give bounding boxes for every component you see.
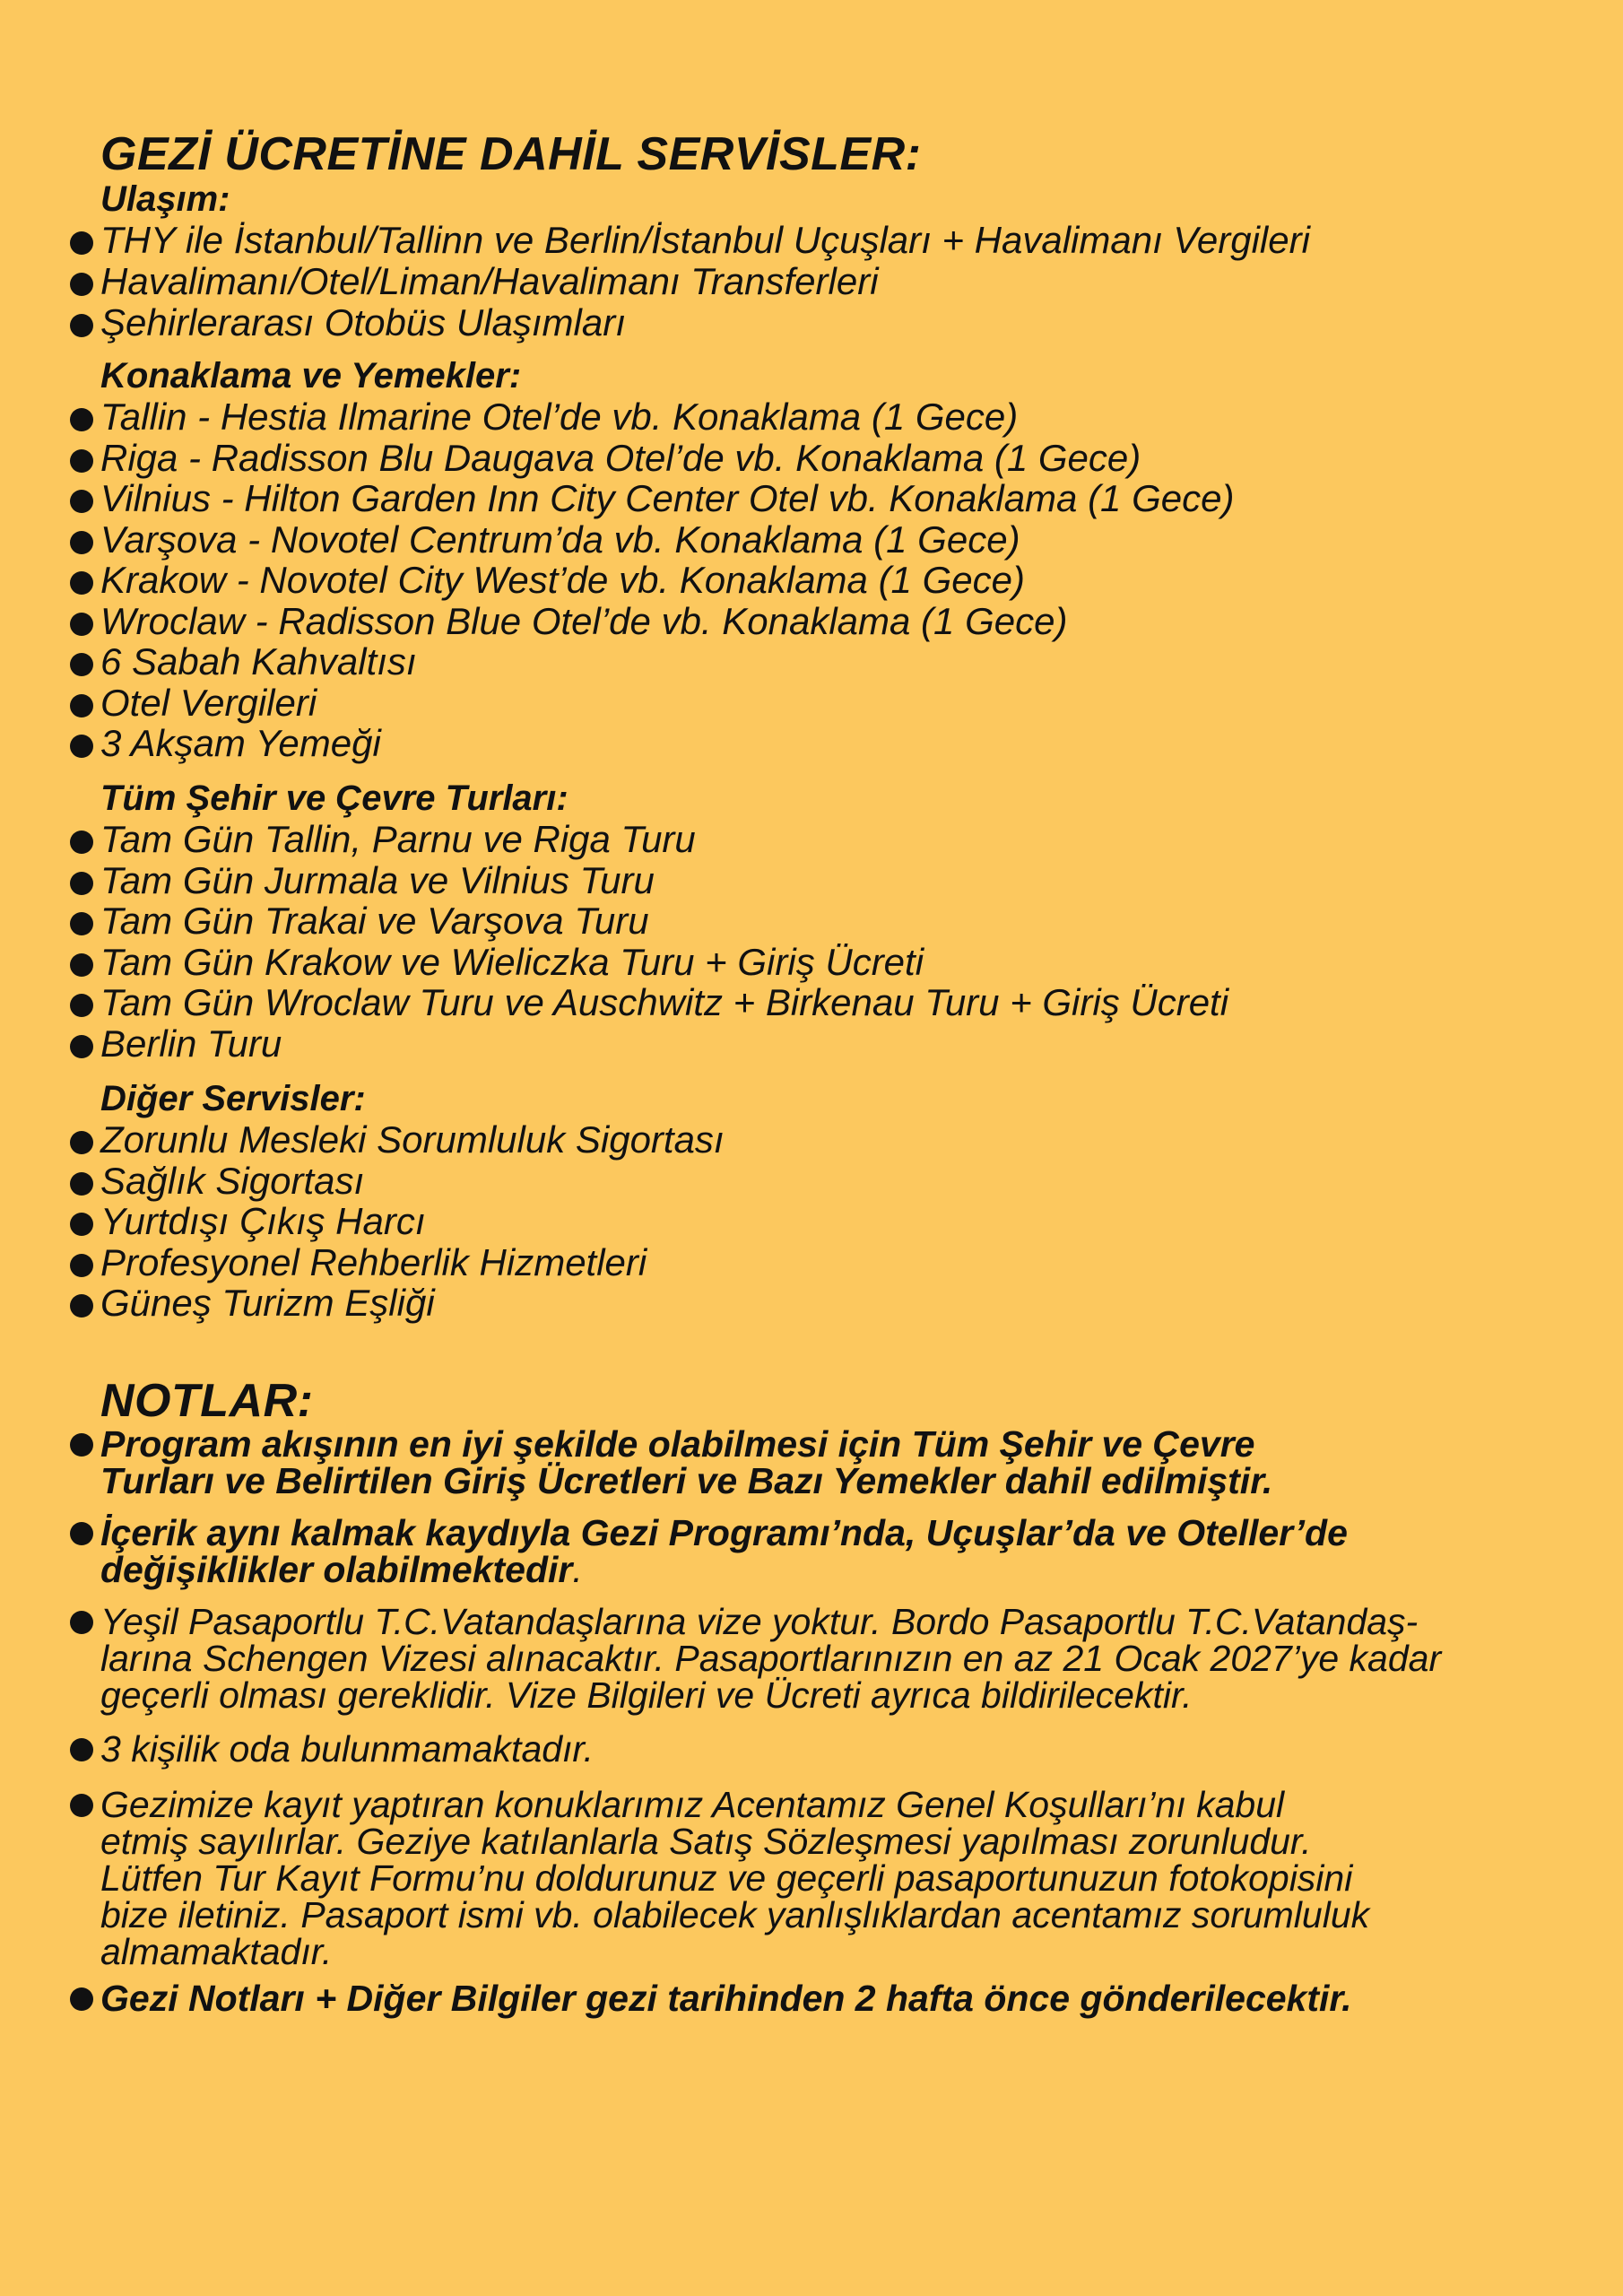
note-line: Lütfen Tur Kayıt Formu’nu doldurunuz ve geçerli pasaportunuzun fotokopisini [100, 1857, 1353, 1899]
other-service-item: Yurtdışı Çıkış Harcı [100, 1200, 426, 1242]
tour-item: Tam Gün Wroclaw Turu ve Auschwitz + Birkenau Turu + Giriş Ücreti [100, 981, 1229, 1023]
bullet-icon [70, 1794, 93, 1817]
bullet-icon [70, 1294, 93, 1318]
note-item [100, 1980, 1607, 2017]
bullet-icon [70, 490, 93, 513]
other-service-item: Sağlık Sigortası [100, 1160, 365, 1202]
other-service-item: Profesyonel Rehberlik Hizmetleri [100, 1241, 647, 1283]
tour-item: Berlin Turu [100, 1022, 282, 1065]
bullet-icon [70, 735, 93, 758]
note-line: İçerik aynı kalmak kaydıyla Gezi Programı’nda, Uçuşlar’da ve Oteller’de [100, 1512, 1348, 1553]
bullet-icon [70, 1738, 93, 1761]
bullet-icon [70, 449, 93, 473]
included-services-heading: GEZİ ÜCRETİNE DAHİL SERVİSLER: [100, 128, 922, 180]
note-line: 3 kişilik oda bulunmamaktadır. [100, 1728, 594, 1770]
accommodation-item: Wroclaw - Radisson Blue Otel’de vb. Konaklama (1 Gece) [100, 600, 1068, 642]
bullet-icon [70, 531, 93, 554]
bullet-icon [70, 872, 93, 895]
tour-item: Tam Gün Jurmala ve Vilnius Turu [100, 859, 655, 901]
note-line: Gezimize kayıt yaptıran konuklarımız Acentamız Genel Koşulları’nı kabul [100, 1784, 1285, 1825]
accommodation-item: Tallin - Hestia Ilmarine Otel’de vb. Konaklama (1 Gece) [100, 396, 1019, 438]
note-line-tail: . [572, 1549, 583, 1590]
bullet-icon [70, 408, 93, 431]
transport-item: Havalimanı/Otel/Liman/Havalimanı Transferleri [100, 260, 879, 302]
bullet-icon [70, 1131, 93, 1154]
note-item [100, 1512, 1607, 1590]
bullet-icon [70, 831, 93, 854]
note-line: Program akışının en iyi şekilde olabilmesi için Tüm Şehir ve Çevre [100, 1423, 1255, 1465]
accommodation-item: Varşova - Novotel Centrum’da vb. Konaklama (1 Gece) [100, 518, 1020, 561]
note-line: larına Schengen Vizesi alınacaktır. Pasaportlarınızın en az 21 Ocak 2027’ye kadar [100, 1638, 1442, 1679]
note-line-text: değişiklikler olabilmektedir [100, 1549, 573, 1590]
bullet-icon [70, 953, 93, 977]
accommodation-item: 6 Sabah Kahvaltısı [100, 640, 417, 683]
bullet-icon [70, 231, 93, 255]
accommodation-item: Vilnius - Hilton Garden Inn City Center Otel vb. Konaklama (1 Gece) [100, 477, 1235, 519]
note-line: etmiş sayılırlar. Geziye katılanlarla Satış Sözleşmesi yapılması zorunludur. [100, 1821, 1312, 1862]
bullet-icon [70, 653, 93, 676]
bullet-icon [70, 1987, 93, 2011]
note-line: Turları ve Belirtilen Giriş Ücretleri ve Bazı Yemekler dahil edilmiştir. [100, 1460, 1273, 1501]
transport-section-title: Ulaşım: [100, 179, 230, 219]
accommodation-section-title: Konaklama ve Yemekler: [100, 356, 522, 396]
bullet-icon [70, 694, 93, 718]
notes-heading: NOTLAR: [100, 1375, 314, 1427]
tours-section-title: Tüm Şehir ve Çevre Turları: [100, 778, 568, 818]
bullet-icon [70, 912, 93, 935]
other-service-item: Zorunlu Mesleki Sorumluluk Sigortası [100, 1118, 725, 1161]
note-line: geçerli olması gereklidir. Vize Bilgileri ve Ücreti ayrıca bildirilecektir. [100, 1674, 1193, 1716]
bullet-icon [70, 613, 93, 636]
tour-item: Tam Gün Tallin, Parnu ve Riga Turu [100, 818, 696, 860]
accommodation-item: Krakow - Novotel City West’de vb. Konaklama (1 Gece) [100, 559, 1025, 601]
accommodation-item: Otel Vergileri [100, 682, 317, 724]
accommodation-item: 3 Akşam Yemeği [100, 722, 381, 764]
note-line: bize iletiniz. Pasaport ismi vb. olabilecek yanlışlıklardan acentamız sorumluluk [100, 1894, 1370, 1935]
tour-item: Tam Gün Krakow ve Wieliczka Turu + Giriş Ücreti [100, 941, 924, 983]
tour-item: Tam Gün Trakai ve Varşova Turu [100, 900, 649, 942]
note-item [100, 1423, 1607, 1501]
other-service-item: Güneş Turizm Eşliği [100, 1282, 435, 1324]
bullet-icon [70, 571, 93, 595]
other-services-section-title: Diğer Servisler: [100, 1079, 366, 1118]
bullet-icon [70, 1035, 93, 1058]
accommodation-item: Riga - Radisson Blu Daugava Otel’de vb. Konaklama (1 Gece) [100, 437, 1141, 479]
note-line: Gezi Notları + Diğer Bilgiler gezi tarihinden 2 hafta önce gönderilecektir. [100, 1978, 1352, 2019]
transport-item: Şehirlerarası Otobüs Ulaşımları [100, 301, 626, 344]
bullet-icon [70, 1433, 93, 1457]
note-item [100, 1784, 1607, 1972]
bullet-icon [70, 314, 93, 337]
bullet-icon [70, 273, 93, 296]
bullet-icon [70, 1254, 93, 1277]
note-line: almamaktadır. [100, 1931, 333, 1972]
bullet-icon [70, 994, 93, 1017]
transport-item: THY ile İstanbul/Tallinn ve Berlin/İstanbul Uçuşları + Havalimanı Vergileri [100, 219, 1310, 261]
note-line: Yeşil Pasaportlu T.C.Vatandaşlarına vize yoktur. Bordo Pasaportlu T.C.Vatandaş- [100, 1601, 1419, 1642]
note-item [100, 1601, 1607, 1716]
bullet-icon [70, 1522, 93, 1545]
bullet-icon [70, 1172, 93, 1196]
note-line [100, 1549, 1607, 1590]
bullet-icon [70, 1213, 93, 1236]
note-item [100, 1728, 1607, 1770]
bullet-icon [70, 1611, 93, 1634]
